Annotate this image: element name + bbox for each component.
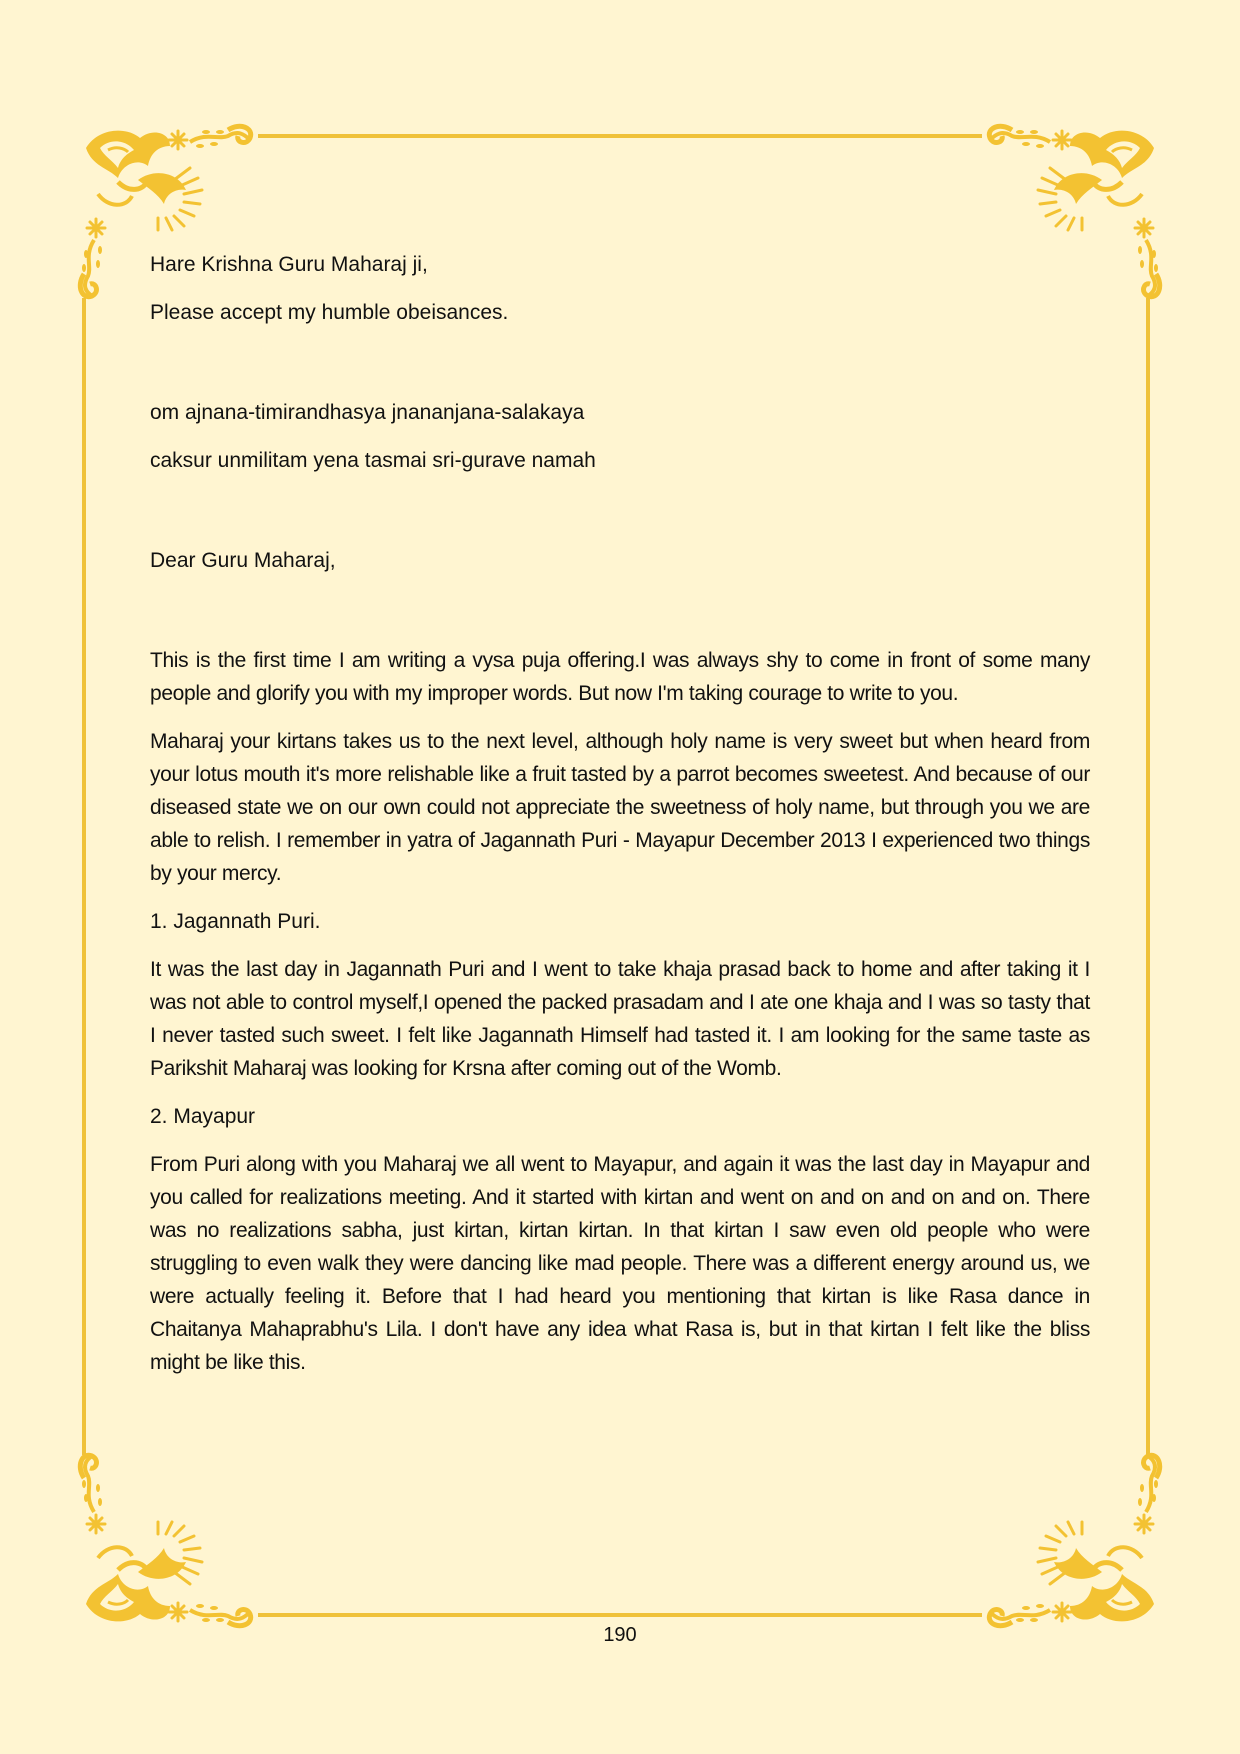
page-number: 190 — [603, 1624, 637, 1646]
obeisances: Please accept my humble obeisances. — [150, 301, 509, 324]
spacer — [150, 329, 1090, 396]
mantra-line-2: caksur unmilitam yena tasmai sri-gurave namah — [150, 449, 596, 472]
paragraph-intro: This is the first time I am writing a vysa puja offering.I was always shy to come in front of some many people and glorify you with my improper words. But now I'm taking courage to write to you. — [150, 649, 1090, 705]
heading-mayapur: 2. Mayapur — [150, 1105, 256, 1128]
letter-body — [150, 248, 1090, 1394]
salutation: Dear Guru Maharaj, — [150, 549, 336, 572]
spacer — [150, 477, 1090, 544]
spacer — [150, 577, 1090, 644]
floral-corner-ornament-icon-bottom-right — [989, 1455, 1159, 1625]
floral-corner-ornament-icon-bottom-left — [80, 1455, 250, 1625]
mantra-line-1: om ajnana-timirandhasya jnananjana-salakaya — [150, 401, 585, 424]
paragraph-mayapur: From Puri along with you Maharaj we all went to Mayapur, and again it was the last day in Mayapur and you called for realizations meeting. And it started with kirtan and went on and on and on and on. There was no realizations sabha, just kirtan, kirtan kirtan. In that kirtan I saw even old people who were struggling to even walk they were dancing like mad people. There was a different energy around us, we were actually feeling it. Before that I had heard you mentioning that kirtan is like Rasa dance in Chaitanya Mahaprabhu's Lila. I don't have any idea what Rasa is, but in that kirtan I felt like the bliss might be like this. — [150, 1153, 1090, 1374]
greeting: Hare Krishna Guru Maharaj ji, — [150, 253, 428, 276]
heading-jagannath-puri: 1. Jagannath Puri. — [150, 910, 321, 933]
paragraph-kirtans: Maharaj your kirtans takes us to the next level, although holy name is very sweet but when heard from your lotus mouth it's more relishable like a fruit tasted by a parrot becomes sweetest. And because of our diseased state we on our own could not appreciate the sweetness of holy name, but through you we are able to relish. I remember in yatra of Jagannath Puri - Mayapur December 2013 I experienced two things by your mercy. — [150, 730, 1090, 885]
paragraph-jagannath-puri: It was the last day in Jagannath Puri and I went to take khaja prasad back to home and after taking it I was not able to control myself,I opened the packed prasadam and I ate one khaja and I was so tasty that I never tasted such sweet. I felt like Jagannath Himself had tasted it. I am looking for the same taste as Parikshit Maharaj was looking for Krsna after coming out of the Womb. — [150, 958, 1090, 1080]
